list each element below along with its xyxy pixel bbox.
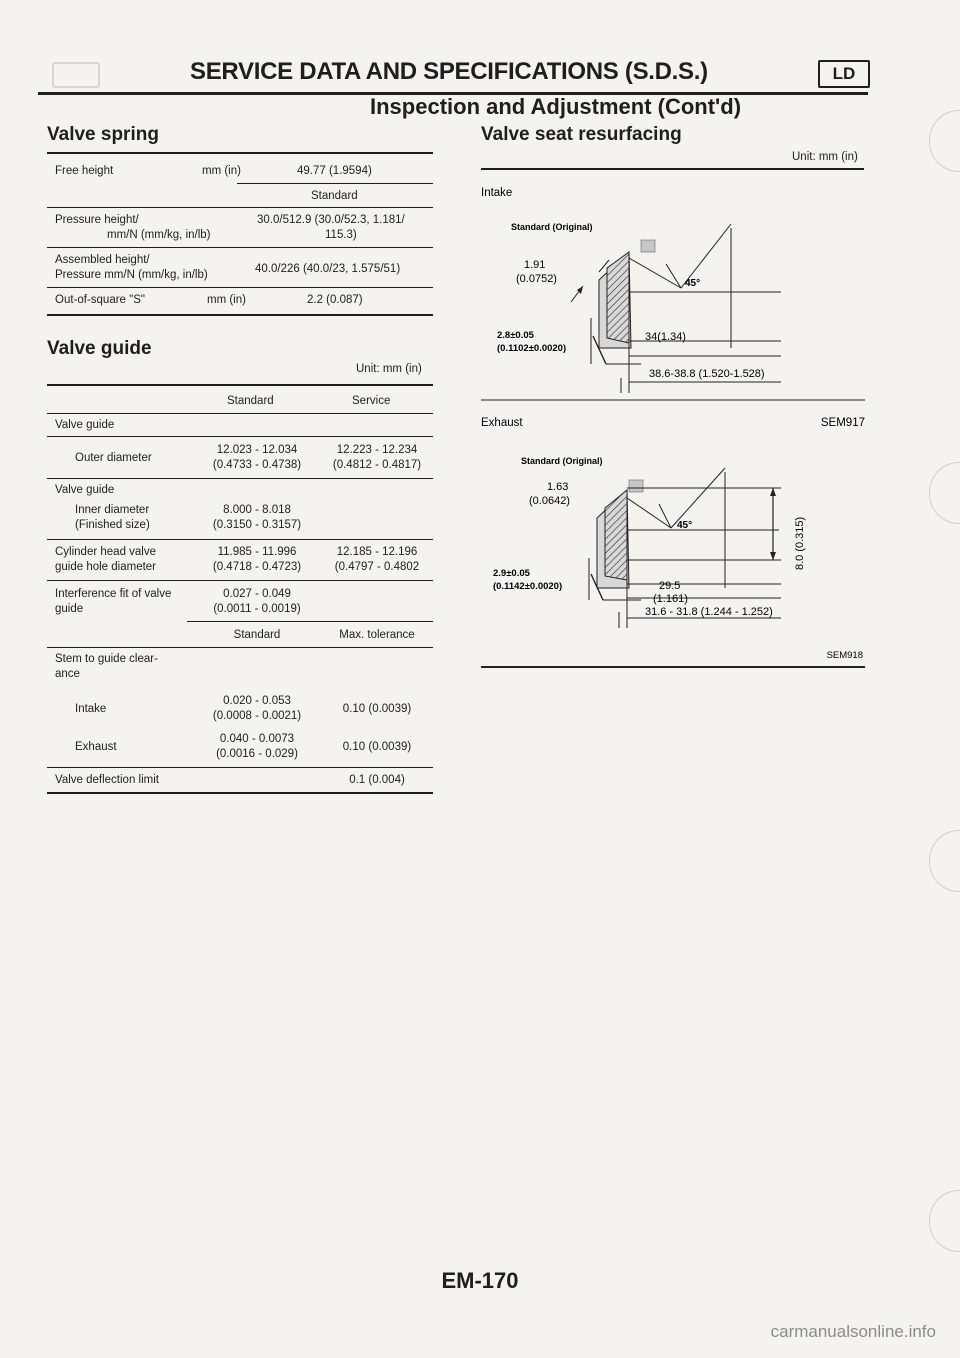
exhaust-depth: 2.9±0.05: [493, 568, 530, 579]
outer-diameter-svc-in: (0.4812 - 0.4817): [332, 459, 422, 471]
col-max-tolerance: Max. tolerance: [339, 629, 415, 641]
assembled-height-label: Assembled height/: [55, 254, 150, 266]
clearance-intake-label: Intake: [75, 703, 107, 715]
table-rule: [47, 436, 433, 437]
table-rule: [47, 152, 433, 154]
table-rule: [47, 314, 433, 316]
intake-width: 1.91: [524, 259, 546, 271]
assembled-height-unit: Pressure mm/N (mm/kg, in/lb): [55, 269, 208, 281]
hole-diameter-label-cont: guide hole diameter: [55, 561, 157, 573]
col-service: Service: [352, 395, 391, 407]
hole-diameter-svc-in: (0.4797 - 0.4802: [334, 561, 420, 573]
interference-label: Interference fit of valve: [55, 588, 172, 600]
exhaust-depth-in: (0.1142±0.0020): [493, 581, 563, 592]
page-header-title: SERVICE DATA AND SPECIFICATIONS (S.D.S.): [190, 58, 708, 85]
outer-diameter-std-in: (0.4733 - 0.4738): [212, 459, 302, 471]
table-rule: [47, 413, 433, 414]
pressure-height-label: Pressure height/: [55, 214, 139, 226]
table-rule: [47, 647, 433, 648]
hole-diameter-std: 11.985 - 11.996: [217, 546, 297, 558]
exhaust-label: Exhaust: [481, 417, 523, 429]
exhaust-standard-label: Standard (Original): [521, 456, 603, 466]
deflection-label: Valve deflection limit: [55, 774, 159, 786]
table-rule: [237, 183, 433, 184]
page-subtitle: Inspection and Adjustment (Cont'd): [370, 94, 742, 119]
exhaust-figure-ref: SEM918: [826, 650, 863, 661]
pressure-height-value-cont: 115.3): [325, 229, 357, 241]
clearance-exhaust-label: Exhaust: [75, 741, 117, 753]
binder-hole: [929, 1190, 960, 1252]
free-height-value: 49.77 (1.9594): [297, 165, 372, 177]
outer-diameter-label: Outer diameter: [75, 452, 152, 464]
exhaust-inner-diameter: 29.5: [659, 580, 681, 592]
valve-guide-title: Valve guide: [47, 338, 152, 359]
inner-diameter-std: 8.000 - 8.018: [223, 504, 291, 516]
free-height-unit: mm (in): [202, 165, 241, 177]
table-rule: [47, 767, 433, 768]
valve-seat-title: Valve seat resurfacing: [481, 124, 682, 145]
out-of-square-value: 2.2 (0.087): [307, 294, 363, 306]
clearance-intake-max: 0.10 (0.0039): [342, 703, 412, 715]
intake-depth-in: (0.1102±0.0020): [497, 343, 567, 354]
outer-diameter-svc: 12.223 - 12.234: [336, 444, 418, 456]
table-rule: [47, 580, 433, 581]
intake-label: Intake: [481, 187, 513, 199]
standard-label: Standard: [311, 190, 358, 202]
binder-hole: [929, 110, 960, 172]
binder-hole: [929, 830, 960, 892]
hole-diameter-label: Cylinder head valve: [55, 546, 157, 558]
assembled-height-value: 40.0/226 (40.0/23, 1.575/51): [255, 263, 401, 275]
page-number: EM-170: [441, 1268, 519, 1293]
table-rule: [47, 539, 433, 540]
section-badge-left: [52, 62, 100, 88]
intake-inner-diameter: 34(1.34): [645, 331, 686, 343]
clearance-intake-std: 0.020 - 0.053: [223, 695, 291, 707]
valve-seat-unit: Unit: mm (in): [792, 151, 858, 163]
out-of-square-label: Out-of-square "S": [55, 294, 145, 306]
interference-label-cont: guide: [55, 603, 84, 615]
inner-diameter-note: (Finished size): [75, 519, 150, 531]
table-rule: [47, 792, 433, 794]
clearance-exhaust-std: 0.040 - 0.0073: [219, 733, 295, 745]
col-standard-2: Standard: [233, 629, 281, 641]
interference-std-in: (0.0011 - 0.0019): [213, 603, 301, 615]
exhaust-width: 1.63: [547, 481, 569, 493]
intake-figure-ref: SEM917: [820, 417, 865, 429]
intake-outer-diameter: 38.6-38.8 (1.520-1.528): [649, 368, 765, 380]
interference-std: 0.027 - 0.049: [223, 588, 291, 600]
exhaust-height: 8.0 (0.315): [794, 516, 806, 570]
valve-guide-group-label-2: Valve guide: [55, 484, 115, 496]
out-of-square-unit: mm (in): [207, 294, 246, 306]
inner-diameter-std-in: (0.3150 - 0.3157): [212, 519, 302, 531]
table-rule: [47, 384, 433, 386]
pressure-height-value: 30.0/512.9 (30.0/52.3, 1.181/: [257, 214, 405, 226]
inner-diameter-label: Inner diameter: [75, 504, 150, 516]
col-standard: Standard: [227, 395, 274, 407]
exhaust-inner-diameter-in: (1.161): [653, 593, 688, 605]
exhaust-width-in: (0.0642): [529, 495, 570, 507]
table-rule: [47, 287, 433, 288]
deflection-value: 0.1 (0.004): [349, 774, 405, 786]
intake-standard-label: Standard (Original): [511, 222, 593, 232]
binder-hole: [929, 462, 960, 524]
clearance-label: Stem to guide clear-: [55, 653, 158, 665]
section-badge-ld: LD: [818, 60, 870, 88]
table-rule: [47, 478, 433, 479]
exhaust-outer-diameter: 31.6 - 31.8 (1.244 - 1.252): [645, 606, 773, 618]
exhaust-angle: 45°: [677, 520, 693, 531]
watermark: carmanualsonline.info: [770, 1322, 936, 1341]
intake-angle: 45°: [685, 278, 701, 289]
clearance-exhaust-std-in: (0.0016 - 0.029): [216, 748, 298, 760]
valve-spring-title: Valve spring: [47, 124, 159, 145]
hole-diameter-svc: 12.185 - 12.196: [336, 546, 418, 558]
valve-guide-group-label: Valve guide: [55, 419, 115, 431]
clearance-intake-std-in: (0.0008 - 0.0021): [212, 710, 302, 722]
table-rule: [47, 207, 433, 208]
intake-depth: 2.8±0.05: [497, 330, 534, 341]
table-rule: [47, 247, 433, 248]
table-rule: [187, 621, 433, 622]
valve-guide-unit: Unit: mm (in): [356, 363, 422, 375]
free-height-label: Free height: [55, 165, 114, 177]
pressure-height-unit: mm/N (mm/kg, in/lb): [107, 229, 211, 241]
hole-diameter-std-in: (0.4718 - 0.4723): [212, 561, 302, 573]
clearance-label-cont: ance: [55, 668, 80, 680]
outer-diameter-std: 12.023 - 12.034: [216, 444, 298, 456]
intake-width-in: (0.0752): [516, 273, 557, 285]
valve-seat-diagram: [481, 168, 865, 668]
clearance-exhaust-max: 0.10 (0.0039): [342, 741, 412, 753]
